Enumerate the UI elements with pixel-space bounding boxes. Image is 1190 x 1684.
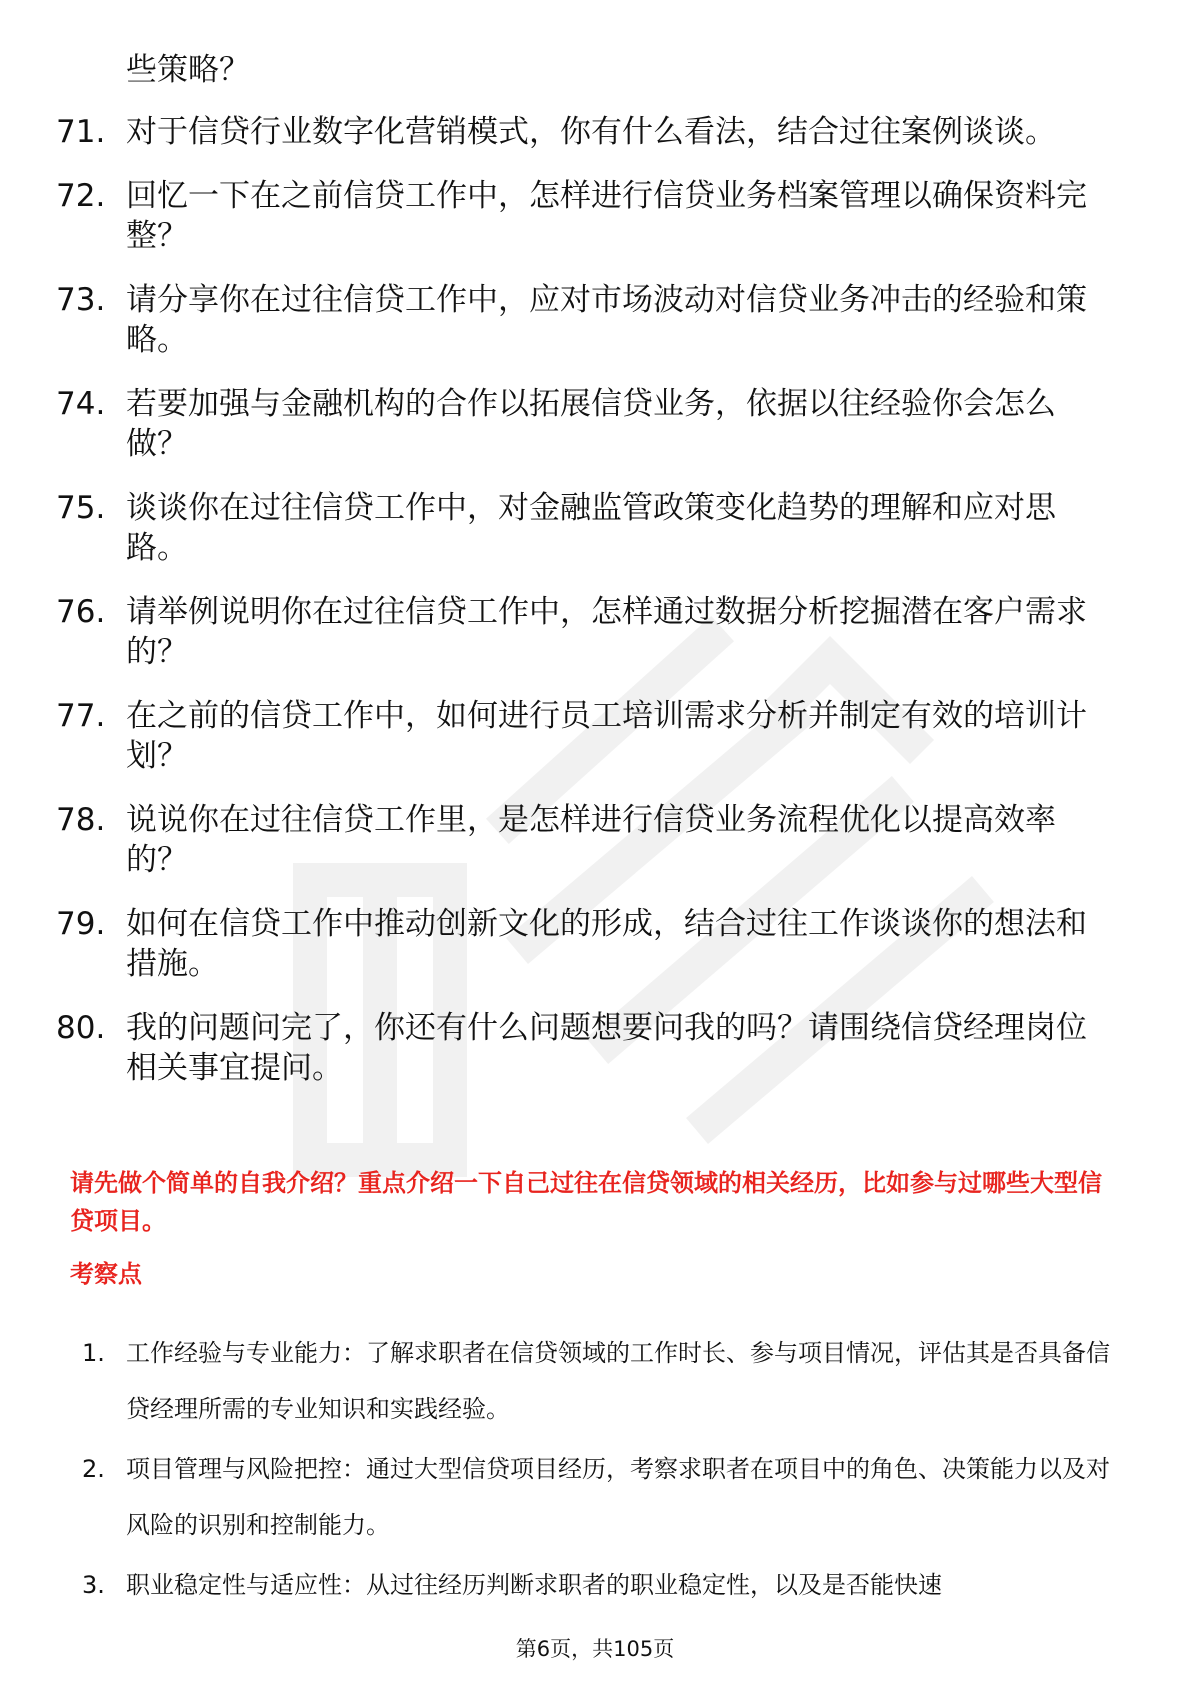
item-text: 谈谈你在过往信贷工作中，对金融监管政策变化趋势的理解和应对思路。	[126, 490, 1056, 566]
list-item	[56, 384, 1116, 464]
item-number: 75.	[56, 490, 106, 526]
item-text: 在之前的信贷工作中，如何进行员工培训需求分析并制定有效的培训计划？	[126, 698, 1087, 774]
item-number: 79.	[56, 906, 106, 942]
list-item	[56, 696, 1116, 776]
item-text: 对于信贷行业数字化营销模式，你有什么看法，结合过往案例谈谈。	[126, 114, 1056, 150]
item-number: 78.	[56, 802, 106, 838]
item-number: 77.	[56, 698, 106, 734]
highlight-question: 请先做个简单的自我介绍？重点介绍一下自己过往在信贷领域的相关经历，比如参与过哪些大型信贷项目。	[70, 1169, 1102, 1235]
assessment-points-list	[82, 1325, 1122, 1617]
item-number: 1.	[82, 1339, 105, 1367]
list-item	[82, 1557, 1122, 1613]
section-title: 考察点	[70, 1260, 142, 1288]
list-item	[82, 1325, 1122, 1437]
item-number: 76.	[56, 594, 106, 630]
item-text: 项目管理与风险把控：通过大型信贷项目经历，考察求职者在项目中的角色、决策能力以及对风险的识别和控制能力。	[126, 1455, 1110, 1539]
item-text: 请分享你在过往信贷工作中，应对市场波动对信贷业务冲击的经验和策略。	[126, 282, 1087, 358]
item-text: 请举例说明你在过往信贷工作中，怎样通过数据分析挖掘潜在客户需求的？	[126, 594, 1087, 670]
item-text: 我的问题问完了，你还有什么问题想要问我的吗？请围绕信贷经理岗位相关事宜提问。	[126, 1010, 1087, 1086]
item-number: 2.	[82, 1455, 105, 1483]
list-item	[56, 1008, 1116, 1088]
continuation-text: 些策略？	[126, 52, 250, 88]
item-number: 74.	[56, 386, 106, 422]
item-number: 3.	[82, 1571, 105, 1599]
list-item	[56, 176, 1116, 256]
item-text: 说说你在过往信贷工作里，是怎样进行信贷业务流程优化以提高效率的？	[126, 802, 1056, 878]
list-item	[56, 280, 1116, 360]
item-text: 如何在信贷工作中推动创新文化的形成，结合过往工作谈谈你的想法和措施。	[126, 906, 1087, 982]
item-number: 80.	[56, 1010, 106, 1046]
page-footer: 第6页，共105页	[515, 1637, 675, 1661]
list-item	[56, 488, 1116, 568]
list-item	[56, 592, 1116, 672]
list-item	[82, 1441, 1122, 1553]
item-number: 71.	[56, 114, 106, 150]
question-list	[56, 112, 1116, 1112]
list-item	[56, 800, 1116, 880]
item-text: 工作经验与专业能力：了解求职者在信贷领域的工作时长、参与项目情况，评估其是否具备信贷经理所需的专业知识和实践经验。	[126, 1339, 1110, 1423]
item-number: 72.	[56, 178, 106, 214]
item-number: 73.	[56, 282, 106, 318]
item-text: 若要加强与金融机构的合作以拓展信贷业务，依据以往经验你会怎么做？	[126, 386, 1056, 462]
list-item	[56, 112, 1116, 152]
item-text: 回忆一下在之前信贷工作中，怎样进行信贷业务档案管理以确保资料完整？	[126, 178, 1087, 254]
item-text: 职业稳定性与适应性：从过往经历判断求职者的职业稳定性，以及是否能快速	[126, 1571, 942, 1599]
list-item	[56, 904, 1116, 984]
